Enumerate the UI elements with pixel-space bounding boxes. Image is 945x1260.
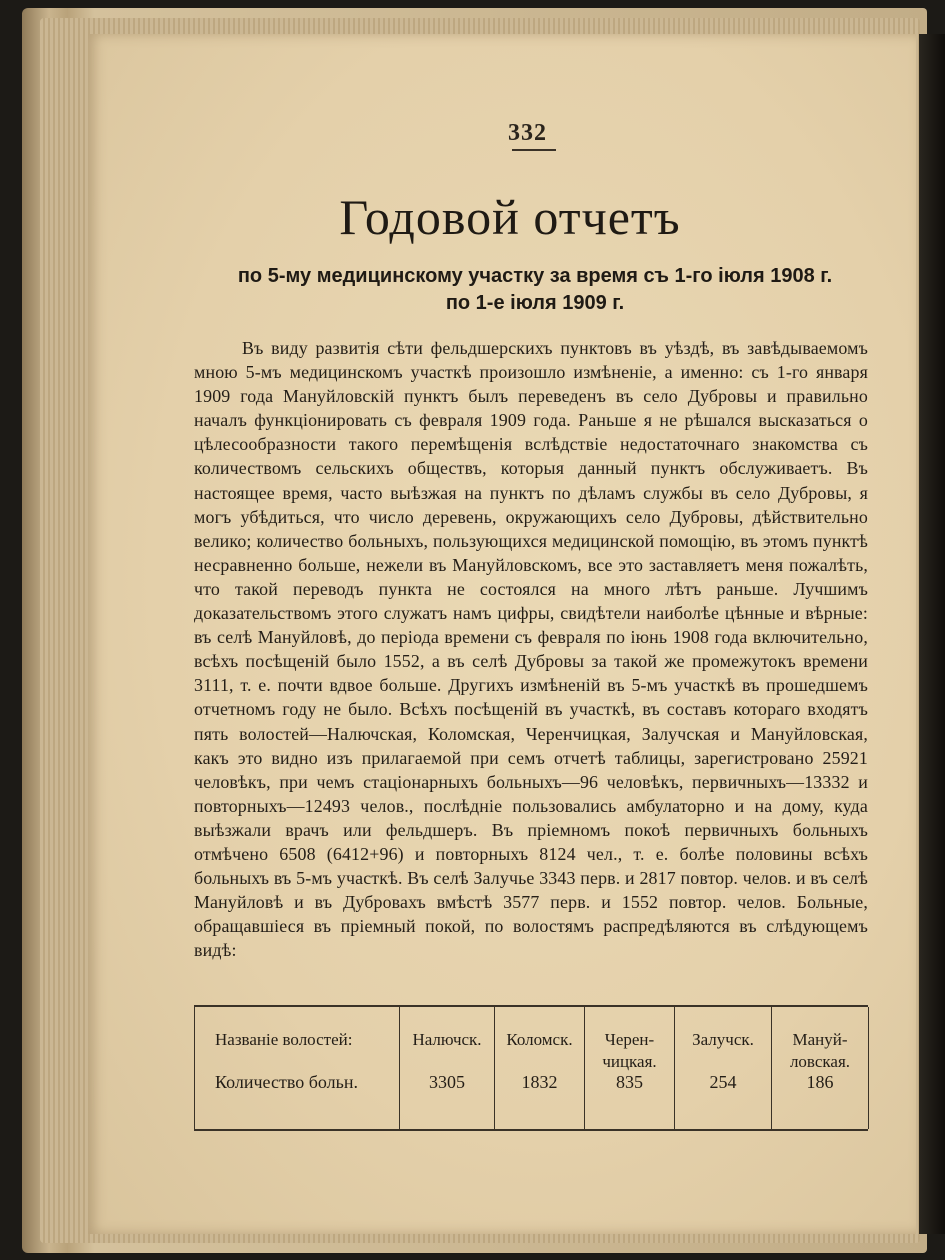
table-column (585, 1007, 675, 1129)
column-name: Налючск. (412, 1030, 482, 1049)
table-column (400, 1007, 495, 1129)
table-column (495, 1007, 585, 1129)
page-gutter-shadow (919, 34, 945, 1234)
page-number: 332 (508, 120, 547, 146)
column-value: 1832 (521, 1072, 558, 1092)
column-name: Мануй-ловская. (789, 1030, 851, 1071)
row-header-counts: Количество больн. (215, 1072, 358, 1092)
column-value: 254 (709, 1072, 737, 1092)
page-title: Годовой отчетъ (339, 189, 681, 245)
patients-by-volost-table (194, 1005, 868, 1131)
row-header-names: Названіе волостей: (215, 1030, 353, 1049)
subtitle-line-2: по 1-е іюля 1909 г. (445, 292, 625, 314)
subtitle-line-1: по 5-му медицинскому участку за время съ 1-го іюля 1908 г. (237, 265, 833, 287)
table-column (772, 1007, 869, 1129)
page-number-underline (512, 149, 556, 151)
table-row-headers (195, 1007, 400, 1129)
column-name: Залучск. (692, 1030, 754, 1049)
column-value: 835 (616, 1072, 643, 1092)
table-column (675, 1007, 772, 1129)
column-value: 3305 (429, 1072, 465, 1092)
column-name: Черен-чицкая. (602, 1030, 657, 1071)
column-name: Коломск. (506, 1030, 573, 1049)
column-value: 186 (806, 1072, 834, 1092)
report-body-paragraph: Въ виду развитія сѣти фельдшерскихъ пунктовъ въ уѣздѣ, въ завѣдываемомъ мною 5-мъ медицинскомъ участкѣ произошло измѣненіе, а именно: съ 1-го января 1909 года Мануйловскій пунктъ былъ переведенъ въ село Дубровы и правильно началъ функціонировать съ февраля 1909 года. Раньше я не рѣшался высказаться о цѣлесообразности такого перемѣщенія вслѣдствіе недостаточнаго знакомства съ количествомъ сельскихъ обществъ, которыя данный пунктъ обслуживаетъ. Въ настоящее время, часто выѣзжая на пунктъ по дѣламъ службы въ село Дубровы, я могъ убѣдиться, что число деревень, окружающихъ село Дубровы, дѣйствительно велико; количество больныхъ, пользующихся медицинской помощію, въ этомъ пунктѣ несравненно больше, нежели въ Мануйловскомъ, все это заставляетъ меня пожалѣть, что такой переводъ пункта не состоялся на много лѣтъ раньше. Лучшимъ доказательствомъ этого служатъ намъ цифры, свидѣтели наиболѣе цѣнные и вѣрные: въ селѣ Мануйловѣ, до періода времени съ февраля по іюнь 1908 года включительно, всѣхъ посѣщеній было 1552, а въ селѣ Дубровы за такой же промежутокъ времени 3111, т. е. почти вдвое больше. Другихъ измѣненій въ 5-мъ участкѣ въ прошедшемъ отчетномъ году не было. Всѣхъ посѣщеній въ участкѣ, въ составъ котораго входятъ пять волостей—Налючская, Коломская, Черенчицкая, Залучская и Мануйловская, какъ это видно изъ прилагаемой при семъ отчетѣ таблицы, зарегистровано 25921 человѣкъ, при чемъ стаціонарныхъ больныхъ—96 человѣкъ, первичныхъ—13332 и повторныхъ—12493 челов., послѣдніе пользовались амбулаторно и на дому, куда выѣзжали врачъ или фельдшеръ. Въ пріемномъ покоѣ первичныхъ больныхъ отмѣчено 6508 (6412+96) и повторныхъ 8124 чел., т. е. болѣе половины всѣхъ больныхъ въ 5-мъ участкѣ. Въ селѣ Залучье 3343 перв. и 2817 повтор. челов. и въ селѣ Мануйловѣ и въ Дубровахъ вмѣстѣ 3577 перв. и 1552 повтор. челов. Больные, обращавшіеся въ пріемный покой, по волостямъ распредѣляются въ слѣдующемъ видѣ: (194, 338, 868, 961)
